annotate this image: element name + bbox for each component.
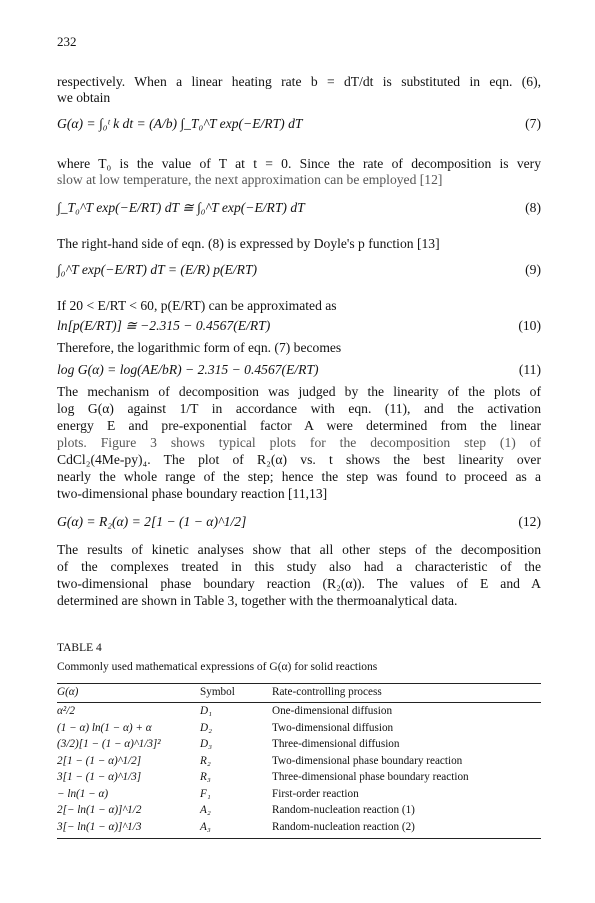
- equation-10: [57, 318, 541, 336]
- table-cell-process: One-dimensional diffusion: [272, 705, 393, 717]
- table-cell-process: First-order reaction: [272, 787, 359, 800]
- page-number: 232: [57, 34, 77, 49]
- equation-number: (7): [525, 116, 541, 131]
- table-bottom-rule: [57, 838, 541, 839]
- paragraph-line: two-dimensional phase boundary reaction (R₂(α)). The values of E and A: [57, 576, 541, 591]
- paragraph-line: respectively. When a linear heating rate b = dT/dt is substituted in eqn. (6),: [57, 74, 541, 89]
- equation-expression: log G(α) = log(AE/bR) − 2.315 − 0.4567(E/RT): [57, 362, 319, 377]
- table-header-process: Rate-controlling process: [272, 686, 382, 698]
- equation-number: (9): [525, 262, 541, 277]
- paragraph-line: nearly the whole range of the step; hence the step was found to proceed as a: [57, 469, 541, 484]
- equation-number: (12): [518, 514, 541, 529]
- table-header-symbol: Symbol: [200, 686, 235, 698]
- paragraph-line: Therefore, the logarithmic form of eqn. (7) becomes: [57, 340, 342, 355]
- paragraph-line: If 20 < E/RT < 60, p(E/RT) can be approximated as: [57, 298, 337, 313]
- table-cell-symbol: F₁: [200, 787, 211, 800]
- paragraph-line: two-dimensional phase boundary reaction [11,13]: [57, 486, 328, 501]
- equation-expression: ∫₀^T exp(−E/RT) dT = (E/R) p(E/RT): [57, 262, 258, 277]
- table-cell-process: Two-dimensional diffusion: [272, 721, 394, 734]
- paragraph-line: The mechanism of decomposition was judged by the linearity of the plots of: [57, 384, 541, 399]
- table-header-rule: [57, 702, 541, 703]
- table-caption: Commonly used mathematical expressions of G(α) for solid reactions: [57, 661, 378, 673]
- equation-11: [57, 362, 541, 380]
- paragraph-line: of the complexes treated in this study also had a characteristic of the: [57, 559, 541, 574]
- paragraph-line: determined are shown in Table 3, together with the thermoanalytical data.: [57, 593, 458, 608]
- table-cell-symbol: A₃: [200, 820, 211, 833]
- equation-expression: ∫_T₀^T exp(−E/RT) dT ≅ ∫₀^T exp(−E/RT) dT: [57, 200, 305, 215]
- table-header-gfunc: G(α): [57, 686, 79, 698]
- table-cell-process: Two-dimensional phase boundary reaction: [272, 754, 463, 767]
- table-cell-gfunc: 3[− ln(1 − α)]^1/3: [57, 820, 142, 833]
- table-top-rule: [57, 683, 541, 684]
- table-cell-symbol: D₂: [200, 721, 212, 734]
- equation-expression: G(α) = R₂(α) = 2[1 − (1 − α)^1/2]: [57, 514, 247, 529]
- equation-12: [57, 514, 541, 532]
- equation-expression: ln[p(E/RT)] ≅ −2.315 − 0.4567(E/RT): [57, 318, 271, 333]
- paragraph-line: CdCl₂(4Me-py)₄. The plot of R₂(α) vs. t shows the best linearity over: [57, 452, 541, 467]
- equation-number: (11): [518, 362, 541, 377]
- table-cell-symbol: R₃: [200, 771, 211, 783]
- table-cell-symbol: A₂: [200, 804, 211, 816]
- table-cell-process: Three-dimensional diffusion: [272, 738, 400, 750]
- table-cell-process: Random-nucleation reaction (1): [272, 804, 415, 816]
- paragraph-line: The results of kinetic analyses show that all other steps of the decomposition: [57, 542, 541, 557]
- table-cell-gfunc: − ln(1 − α): [57, 787, 109, 800]
- equation-8: [57, 200, 541, 218]
- table-cell-process: Random-nucleation reaction (2): [272, 820, 415, 833]
- table-cell-symbol: D₁: [200, 705, 212, 717]
- table-title: TABLE 4: [57, 642, 102, 654]
- paragraph-line: log G(α) against 1/T in accordance with eqn. (11), and the activation: [57, 401, 541, 416]
- table-cell-gfunc: 3[1 − (1 − α)^1/3]: [57, 771, 142, 783]
- equation-expression: G(α) = ∫₀ᵗ k dt = (A/b) ∫_T₀^T exp(−E/RT) dT: [57, 116, 303, 131]
- paragraph-line: The right-hand side of eqn. (8) is expressed by Doyle's p function [13]: [57, 236, 440, 251]
- table-cell-gfunc: (1 − α) ln(1 − α) + α: [57, 721, 152, 734]
- equation-number: (8): [525, 200, 541, 215]
- paragraph-line: we obtain: [57, 90, 111, 105]
- table-cell-gfunc: (3/2)[1 − (1 − α)^1/3]²: [57, 738, 161, 750]
- table-cell-symbol: D₃: [200, 738, 212, 750]
- table-cell-symbol: R₂: [200, 754, 211, 767]
- paragraph-line: where T₀ is the value of T at t = 0. Since the rate of decomposition is very: [57, 156, 541, 171]
- equation-number: (10): [518, 318, 541, 333]
- paragraph-line: plots. Figure 3 shows typical plots for the decomposition step (1) of: [57, 435, 541, 450]
- paragraph-line: slow at low temperature, the next approximation can be employed [12]: [57, 172, 443, 187]
- equation-9: [57, 262, 541, 280]
- table-cell-gfunc: α²/2: [57, 705, 75, 717]
- paragraph-line: energy E and pre-exponential factor A were determined from the linear: [57, 418, 541, 433]
- table-cell-process: Three-dimensional phase boundary reaction: [272, 771, 469, 783]
- table-cell-gfunc: 2[1 − (1 − α)^1/2]: [57, 754, 142, 767]
- equation-7: [57, 116, 541, 134]
- table-cell-gfunc: 2[− ln(1 − α)]^1/2: [57, 804, 142, 816]
